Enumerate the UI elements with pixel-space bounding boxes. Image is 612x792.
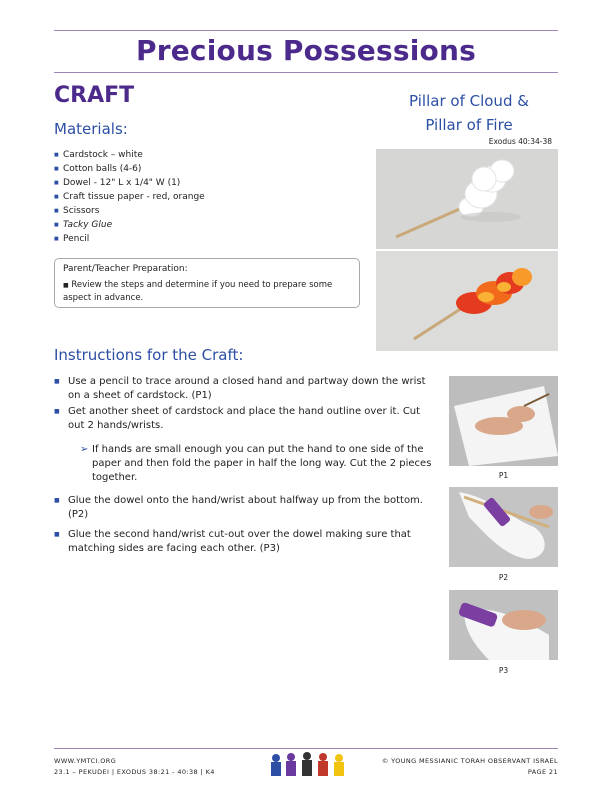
materials-heading: Materials: [54, 120, 128, 138]
footer-lesson [54, 768, 215, 776]
instruction-sub-step-text: If hands are small enough you can put the hand to one side of the paper and then fold the paper in half the long way. Cut the 2 pieces together. [92, 444, 432, 483]
cloud-pillar-image [376, 149, 558, 249]
instruction-step [54, 528, 434, 556]
list-item: ■ Dowel - 12" L x 1/4" W (1) [54, 176, 354, 190]
footer-divider: | [111, 768, 117, 776]
instruction-sub-step [80, 443, 434, 485]
step-photo-p3 [449, 590, 558, 660]
footer-level: K4 [205, 768, 215, 776]
fire-pillar-photo [376, 251, 558, 351]
craft-title [386, 89, 552, 137]
arrow-icon: ➢ [80, 444, 89, 455]
craft-reference: Exodus 40:34-38 [488, 137, 552, 146]
footer-lesson-number: 23.1 – PEKUDEI [54, 768, 110, 776]
list-item: ■ Tacky Glue [54, 218, 354, 232]
footer-page-number: PAGE 21 [527, 768, 558, 776]
prep-text [63, 279, 353, 304]
page-title: Precious Possessions [136, 34, 476, 67]
section-title: CRAFT [54, 83, 135, 108]
instruction-step-text: Use a pencil to trace around a closed hand and partway down the wrist on a sheet of cardstock. (P1) [68, 376, 426, 401]
instruction-step-text: Glue the dowel onto the hand/wrist about halfway up from the bottom. (P2) [68, 495, 423, 520]
list-item: ■ Cardstock – white [54, 148, 354, 162]
photo-caption-p2: P2 [498, 573, 509, 582]
header-rule [54, 30, 558, 31]
instruction-step [54, 494, 434, 522]
photo-caption-p1: P1 [498, 471, 509, 480]
bullet-icon: ■ [54, 378, 60, 385]
instruction-step [54, 375, 434, 403]
cloud-pillar-photo [376, 149, 558, 249]
bullet-icon: ■ [54, 408, 60, 415]
glue-dowel-image [449, 487, 558, 567]
list-item: ■ Scissors [54, 204, 354, 218]
bullet-icon: ■ [63, 282, 69, 289]
footer-logo [268, 752, 348, 778]
list-item: ■ Cotton balls (4-6) [54, 162, 354, 176]
footer-scripture: EXODUS 38:21 - 40:38 [116, 768, 199, 776]
hand-tracing-image [449, 376, 558, 466]
prep-title: Parent/Teacher Preparation: [63, 264, 188, 274]
fire-pillar-image [376, 251, 558, 351]
step-photo-p2 [449, 487, 558, 567]
instruction-step-text: Get another sheet of cardstock and place the hand outline over it. Cut out 2 hands/wrists. [68, 406, 421, 431]
craft-title-line1: Pillar of Cloud & [409, 92, 529, 110]
bullet-icon: ■ [54, 497, 60, 504]
footer-rule [54, 748, 558, 749]
second-hand-image [449, 590, 558, 660]
bullet-icon: ■ [54, 531, 60, 538]
children-logo-icon [268, 752, 348, 778]
title-underline [54, 72, 558, 73]
footer-copyright: © YOUNG MESSIANIC TORAH OBSERVANT ISRAEL [381, 757, 558, 765]
list-item: ■ Pencil [54, 232, 354, 246]
materials-list [54, 148, 354, 246]
craft-title-line2: Pillar of Fire [425, 116, 513, 134]
photo-caption-p3: P3 [498, 666, 509, 675]
prep-text-body: Review the steps and determine if you need to prepare some aspect in advance. [63, 280, 333, 303]
step-photo-p1 [449, 376, 558, 466]
footer-divider: | [200, 768, 206, 776]
footer-website: WWW.YMTCI.ORG [54, 757, 117, 765]
prep-box [54, 258, 360, 308]
instruction-step-text: Glue the second hand/wrist cut-out over the dowel making sure that matching sides are facing each other. (P3) [68, 529, 411, 554]
instruction-step [54, 405, 434, 433]
instructions-heading: Instructions for the Craft: [54, 346, 244, 364]
list-item: ■ Craft tissue paper - red, orange [54, 190, 354, 204]
